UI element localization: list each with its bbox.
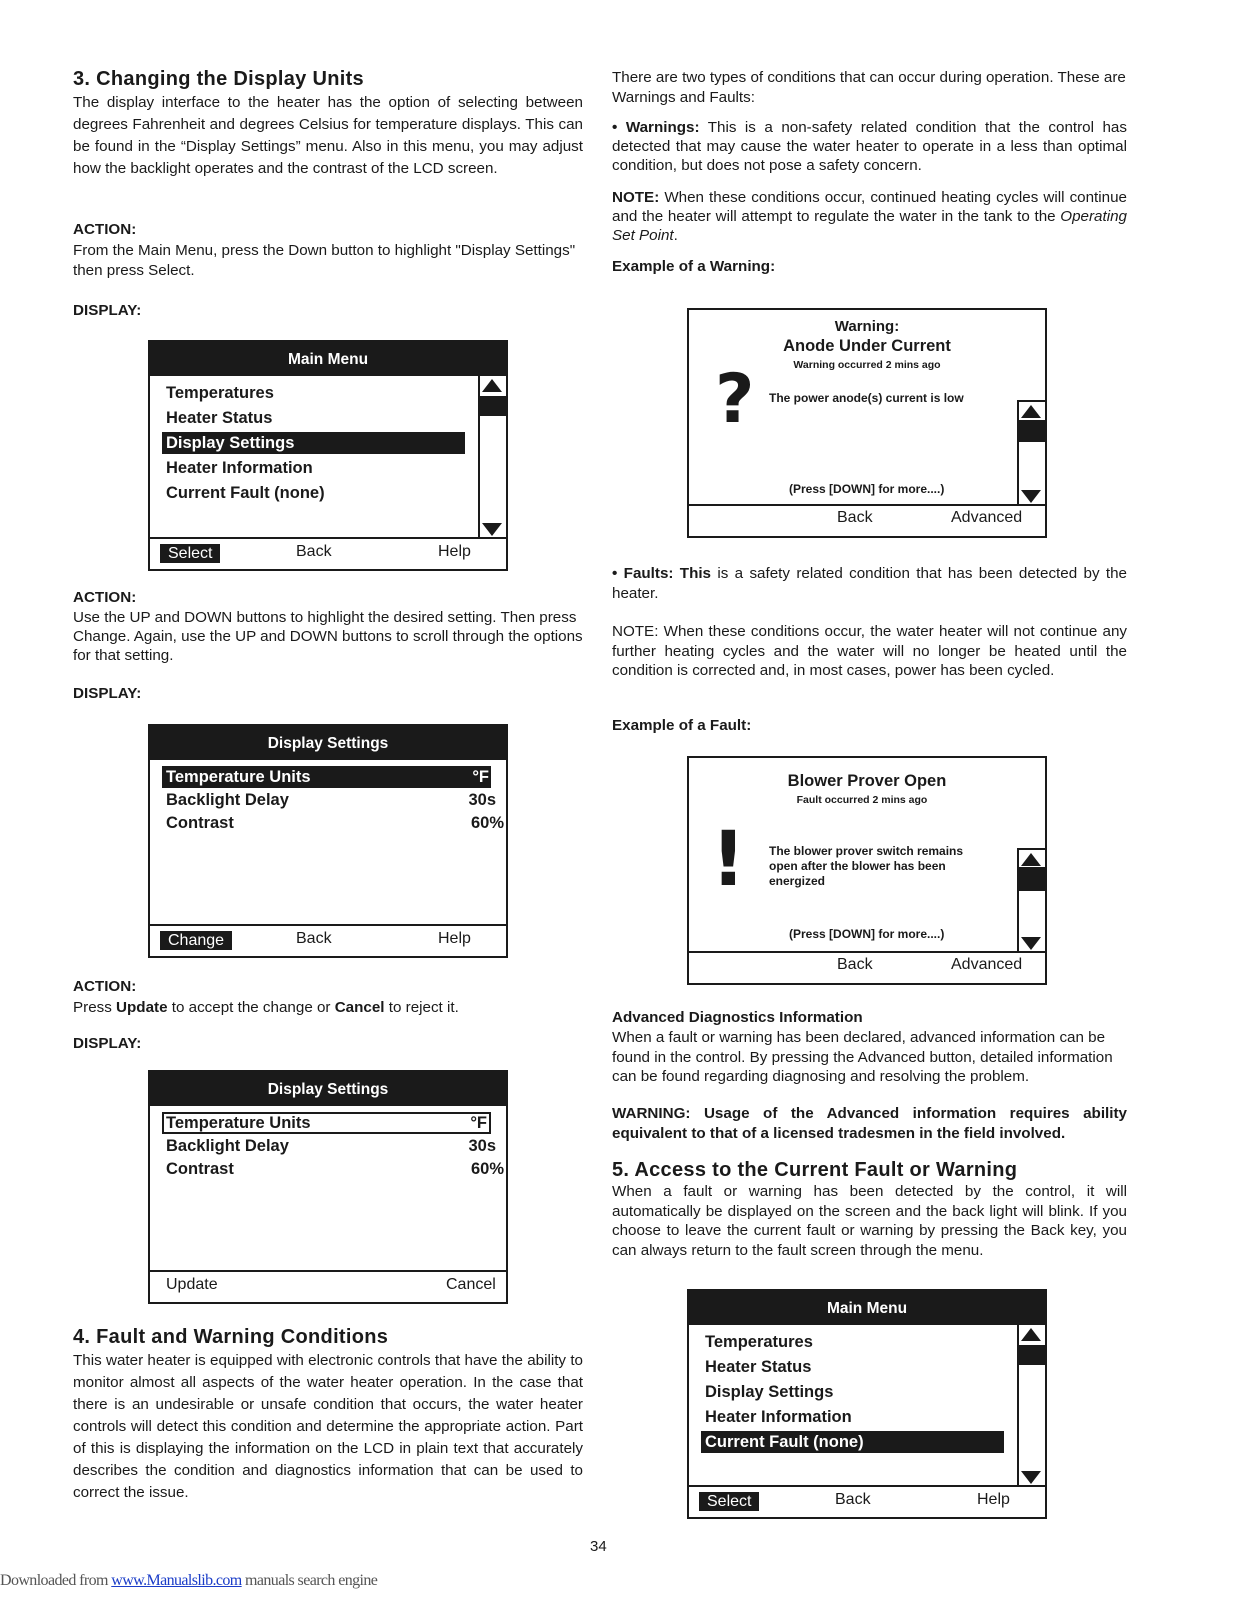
example-fault-label: Example of a Fault: [612,717,752,734]
display-label-1: DISPLAY: [73,302,142,319]
downloaded-from-text: Downloaded from [0,1572,112,1589]
menu-item-heater-status[interactable]: Heater Status [166,409,273,427]
warning-message: The power anode(s) current is low [769,391,964,405]
main-menu-footer [689,1485,1045,1517]
scroll-up-icon[interactable] [1021,405,1041,418]
help-button[interactable]: Help [438,930,471,947]
fault-time: Fault occurred 2 mins ago [796,794,928,806]
display-settings-screen-update [148,1070,508,1304]
action-label-2: ACTION: [73,589,137,606]
change-button[interactable]: Change [160,931,232,950]
main-menu-screen [148,340,508,571]
warning-heading: Warning: [834,318,900,335]
display-settings-footer [150,924,506,956]
section-5-title: 5. Access to the Current Fault or Warning [612,1159,1018,1181]
back-button[interactable]: Back [296,543,332,560]
action-2-text: Use the UP and DOWN buttons to highlight the desired setting. Then press Change. Again, use the UP and DOWN buttons to scroll through the options for that setting. [73,609,583,664]
main-menu-title: Main Menu [150,342,506,376]
fault-footer [689,951,1045,983]
help-button[interactable]: Help [977,1491,1010,1508]
back-button[interactable]: Back [837,509,873,526]
warning-screen [687,308,1047,538]
action-1-text: From the Main Menu, press the Down button to highlight "Display Settings" then press Select. [73,242,576,279]
download-footer [0,1572,377,1590]
main-menu-footer [150,537,506,569]
menu-item-temperatures[interactable]: Temperatures [166,384,274,402]
warning-title: Anode Under Current [783,337,951,355]
display-settings-title: Display Settings [150,1072,506,1106]
scroll-down-icon[interactable] [482,523,502,536]
setting-contrast[interactable]: Contrast 60% [166,1160,504,1178]
note-1: NOTE: When these conditions occur, continued heating cycles will continue and the heater will attempt to regulate the water in the tank to the Operating Set Point. [612,189,1127,244]
menu-item-display-settings[interactable]: Display Settings [162,432,465,454]
setting-contrast[interactable]: Contrast 60% [166,814,504,832]
setting-temperature-units[interactable]: Temperature Units °F [162,766,491,788]
main-menu-title: Main Menu [689,1291,1045,1325]
scrollbar[interactable] [1017,1325,1045,1487]
action-label-3: ACTION: [73,978,137,995]
warning-footer [689,504,1045,536]
warning-time: Warning occurred 2 mins ago [793,359,941,371]
help-button[interactable]: Help [438,543,471,560]
fault-title: Blower Prover Open [787,772,947,790]
display-label-3: DISPLAY: [73,1035,142,1052]
exclamation-icon: ! [711,814,746,903]
page-number: 34 [590,1538,607,1555]
back-button[interactable]: Back [835,1491,871,1508]
question-mark-icon: ? [715,360,755,439]
select-button[interactable]: Select [160,544,220,563]
menu-item-current-fault[interactable]: Current Fault (none) [701,1431,1004,1453]
section-5-body: When a fault or warning has been detected by the control, it will automatically be displayed on the screen and the back light will blink. If you choose to leave the current fault or warning by pressing the Back key, you can always return to the fault screen through the menu. [612,1183,1127,1259]
fault-screen [687,756,1047,985]
setting-backlight-delay[interactable]: Backlight Delay 30s [166,1137,496,1155]
display-settings-screen-change [148,724,508,958]
display-label-2: DISPLAY: [73,685,142,702]
example-warning-label: Example of a Warning: [612,258,776,275]
scroll-down-icon[interactable] [1021,490,1041,503]
warnings-paragraph: • Warnings: This is a non-safety related condition that the control has detected that may cause the water heater to operate in a less than optimal condition, but does not pose a safety concern. [612,119,1127,174]
advanced-diagnostics-body: When a fault or warning has been declared, advanced information can be found in the control. By pressing the Advanced button, detailed information can be found regarding diagnosing and resolving the problem. [612,1029,1113,1085]
action-label-1: ACTION: [73,221,137,238]
setting-backlight-delay[interactable]: Backlight Delay 30s [166,791,496,809]
menu-item-current-fault[interactable]: Current Fault (none) [166,484,325,502]
setting-temperature-units[interactable]: Temperature Units °F [162,1112,491,1134]
update-button[interactable]: Update [166,1276,218,1293]
menu-item-heater-information[interactable]: Heater Information [166,459,313,477]
display-settings-title: Display Settings [150,726,506,760]
search-engine-text: manuals search engine [241,1572,378,1589]
advanced-warning: WARNING: Usage of the Advanced information requires ability equivalent to that of a licensed tradesmen in the field involved. [612,1105,1127,1142]
back-button[interactable]: Back [837,956,873,973]
scrollbar[interactable] [478,376,506,539]
scrollbar[interactable] [1017,848,1045,953]
manualslib-link[interactable]: www.Manualslib.com [111,1572,242,1589]
fault-message: The blower prover switch remains open after the blower has been energized [769,844,964,888]
main-menu-screen-current-fault [687,1289,1047,1519]
menu-item-heater-information[interactable]: Heater Information [705,1408,852,1426]
note-2: NOTE: When these conditions occur, the water heater will not continue any further heating cycles and the water will no longer be heated until the condition is corrected and, in most cases, power has been cycled. [612,623,1127,679]
fault-more-hint: (Press [DOWN] for more....) [789,927,945,941]
section-3-body: The display interface to the heater has the option of selecting between degrees Fahrenheit and degrees Celsius for temperature displays. This can be found in the “Display Settings” menu. Also in this menu, you may adjust how the backlight operates and the contrast of the LCD screen. [73,94,583,177]
scroll-down-icon[interactable] [1021,937,1041,950]
advanced-button[interactable]: Advanced [951,956,1023,973]
section-4-body: This water heater is equipped with electronic controls that have the ability to monitor almost all aspects of the water heater operation. In the case that there is an undesirable or unsafe condition that occurs, the water heater controls will detect this condition and determine the appropriate action. Part of this is displaying the information on the LCD in plain text that accurately describes the condition and diagnostics information that can be used to correct the issue. [73,1352,583,1501]
menu-item-temperatures[interactable]: Temperatures [705,1333,813,1351]
scroll-up-icon[interactable] [482,379,502,392]
section-3-title: 3. Changing the Display Units [73,68,364,90]
section-4-title: 4. Fault and Warning Conditions [73,1326,389,1348]
faults-paragraph: • Faults: This is a safety related condition that has been detected by the heater. [612,565,1127,602]
warning-more-hint: (Press [DOWN] for more....) [789,482,945,496]
scrollbar[interactable] [1017,400,1045,506]
select-button[interactable]: Select [699,1492,759,1511]
back-button[interactable]: Back [296,930,332,947]
advanced-diagnostics-title: Advanced Diagnostics Information [612,1009,863,1026]
conditions-intro: There are two types of conditions that can occur during operation. These are Warnings and Faults: [612,69,1126,106]
action-3-text: Press Update to accept the change or Cancel to reject it. [73,999,459,1016]
display-settings-footer [150,1270,506,1302]
advanced-button[interactable]: Advanced [951,509,1023,526]
scroll-up-icon[interactable] [1021,853,1041,866]
scroll-up-icon[interactable] [1021,1328,1041,1341]
menu-item-display-settings[interactable]: Display Settings [705,1383,834,1401]
cancel-button[interactable]: Cancel [446,1276,496,1293]
scroll-down-icon[interactable] [1021,1471,1041,1484]
menu-item-heater-status[interactable]: Heater Status [705,1358,812,1376]
